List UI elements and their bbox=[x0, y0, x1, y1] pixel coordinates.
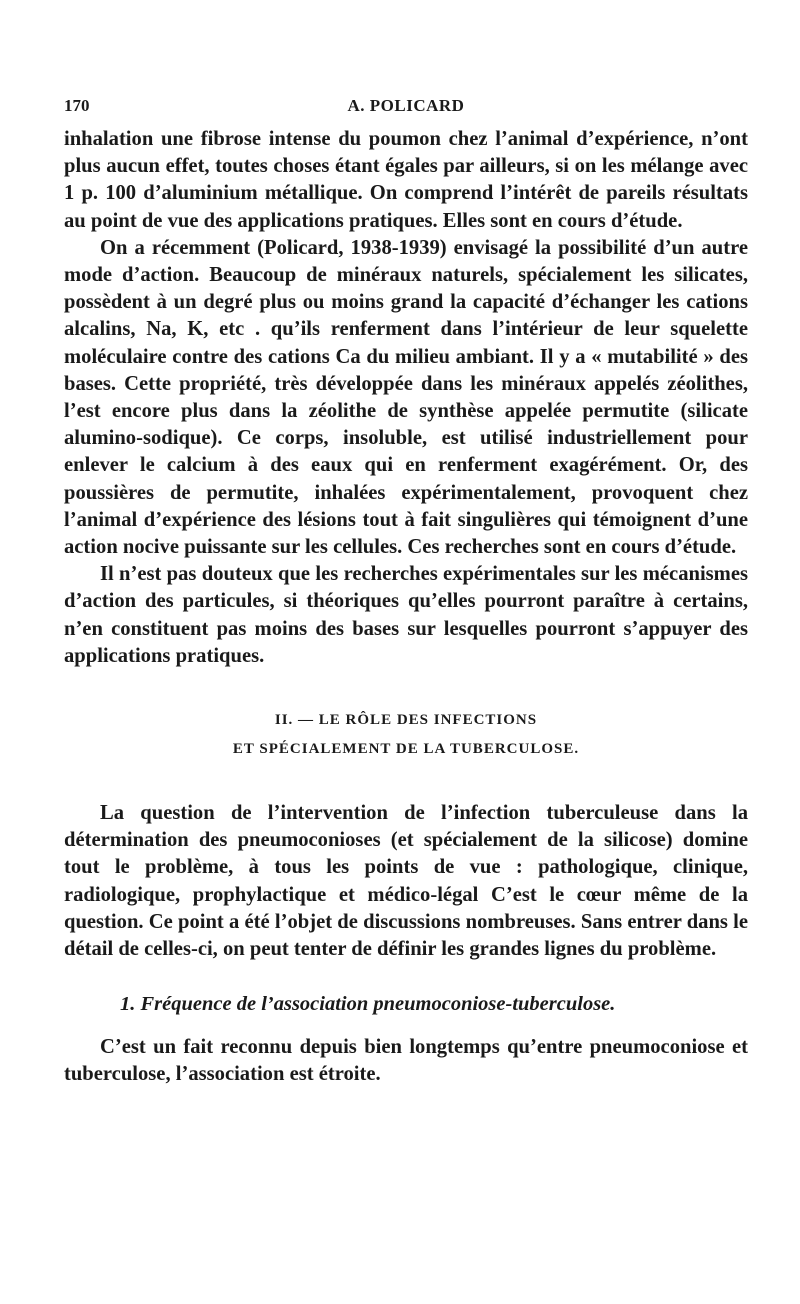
paragraph-1: inhalation une fibrose intense du poumon chez l’animal d’expérience, n’ont plus aucun effet, toutes choses étant égales par ailleurs, si on les mélange avec 1 p. 100 d’aluminium métallique. On comprend l’intérêt de pareils résultats au point de vue des applications pratiques. Elles sont en cours d’étude. bbox=[64, 128, 748, 232]
running-head-author: A. POLICARD bbox=[347, 96, 465, 115]
spacer bbox=[64, 764, 748, 800]
section-heading-line-1: II. — LE RÔLE DES INFECTIONS bbox=[274, 712, 538, 729]
section-heading-line-2: ET SPÉCIALEMENT DE LA TUBERCULOSE. bbox=[232, 741, 580, 758]
paragraph-4: La question de l’intervention de l’infection tuberculeuse dans la détermination des pneumoconioses (et spécialement de la silicose) domine tout le problème, à tous les points de vue : pathologique, clinique, radiologique, prophylactique et médico-légal C’est le cœur même de la question. Ce point a été l’objet de discussions nombreuses. Sans entrer dans le détail de celles-ci, on peut tenter de définir les grandes lignes du problème. bbox=[64, 802, 748, 961]
section-heading bbox=[64, 706, 748, 764]
paragraph-2: On a récemment (Policard, 1938-1939) envisagé la possibilité d’un autre mode d’action. Beaucoup de minéraux naturels, spécialement les silicates, possèdent à un degré plus ou moins grand la capacité d’échanger les cations alcalins, Na, K, etc . qu’ils renferment dans l’intérieur de leur squelette moléculaire contre des cations Ca du milieu ambiant. Il y a « mutabilité » des bases. Cette propriété, très développée dans les minéraux appelés zéolithes, l’est encore plus dans la zéolithe de synthèse appelée permutite (silicate alumino-sodique). Ce corps, insoluble, est utilisé industriellement pour enlever le calcium à des eaux qui en renferment exagérément. Or, des poussières de permutite, inhalées expérimentalement, provoquent chez l’animal d’expérience des lésions tout à fait singulières qui témoignent d’une action nocive puissante sur les cellules. Ces recherches sont en cours d’étude. bbox=[64, 236, 748, 559]
subsection-heading: 1. Fréquence de l’association pneumoconiose-tuberculose. bbox=[120, 993, 616, 1016]
paragraph-3: Il n’est pas douteux que les recherches expérimentales sur les mécanismes d’action des particules, si théoriques qu’elles pourront paraître à certains, n’en constituent pas moins des bases sur lesquelles pourront s’appuyer des applications pratiques. bbox=[64, 563, 748, 667]
page bbox=[64, 96, 748, 1089]
running-head bbox=[64, 96, 748, 126]
paragraph-5: C’est un fait reconnu depuis bien longtemps qu’entre pneumoconiose et tuberculose, l’association est étroite. bbox=[64, 1036, 748, 1086]
page-number: 170 bbox=[64, 96, 90, 115]
